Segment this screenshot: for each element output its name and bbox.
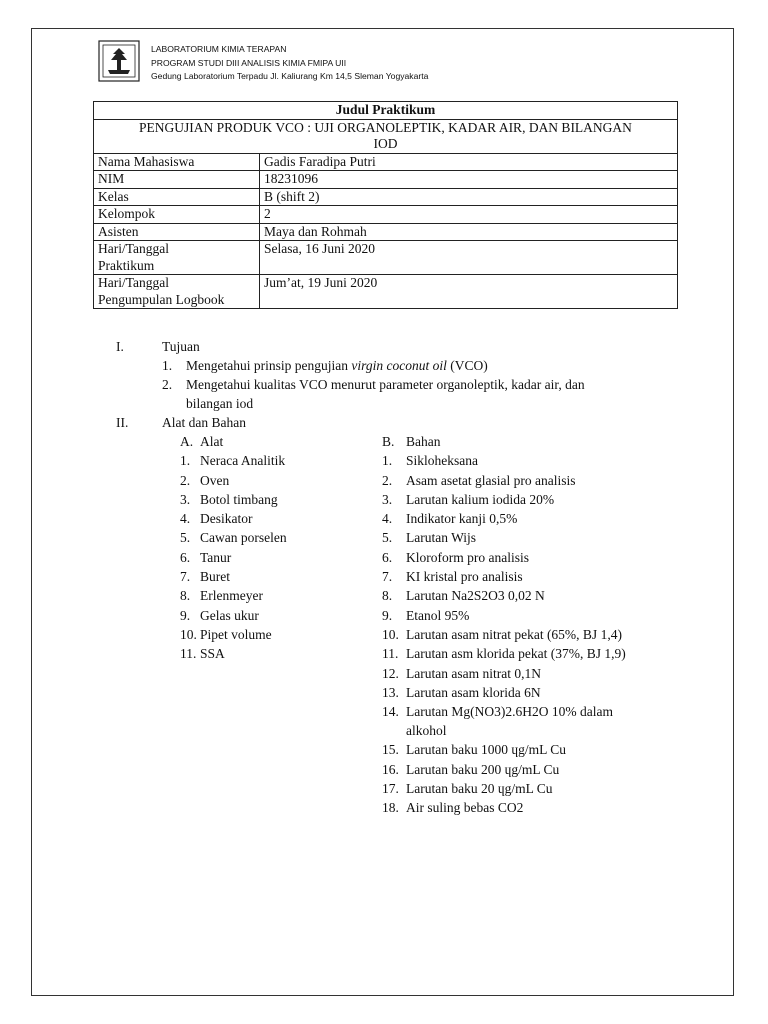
item-text: Pipet volume xyxy=(200,627,272,642)
item-number: 1. xyxy=(162,358,173,373)
item-text: Tanur xyxy=(200,550,232,565)
row-label: Kelompok xyxy=(94,206,260,224)
heading-letter: B. xyxy=(382,434,395,449)
list-item xyxy=(382,606,469,625)
item-number: 2. xyxy=(162,377,173,392)
row-label-line-1: Hari/Tanggal xyxy=(98,241,170,256)
row-label: Kelas xyxy=(94,188,260,206)
item-text: Larutan Na2S2O3 0,02 N xyxy=(406,588,545,603)
table-row xyxy=(94,275,678,309)
item-text: Larutan Mg(NO3)2.6H2O 10% dalam xyxy=(406,704,613,719)
list-item xyxy=(180,509,252,528)
item-text-continued: alkohol xyxy=(406,723,447,738)
list-item xyxy=(382,760,559,779)
item-number: 18. xyxy=(382,800,399,815)
item-text: Larutan asam nitrat 0,1N xyxy=(406,666,541,681)
item-text: Erlenmeyer xyxy=(200,588,263,603)
item-text: Larutan baku 1000 ɥg/mL Cu xyxy=(406,742,566,757)
table-row xyxy=(94,241,678,275)
list-item xyxy=(382,740,566,759)
item-text: Larutan asam klorida 6N xyxy=(406,685,541,700)
item-number: 13. xyxy=(382,685,399,700)
item-text: Larutan asm klorida pekat (37%, BJ 1,9) xyxy=(406,646,626,661)
subject-line-2: IOD xyxy=(373,136,398,151)
list-item xyxy=(180,586,263,605)
row-value: Maya dan Rohmah xyxy=(260,223,678,241)
item-text: Mengetahui kualitas VCO menurut parameter organoleptik, kadar air, dan xyxy=(186,377,585,392)
row-value: Jum’at, 19 Juni 2020 xyxy=(260,275,678,309)
heading-letter: A. xyxy=(180,434,194,449)
item-text: Sikloheksana xyxy=(406,453,478,468)
bahan-heading xyxy=(382,432,441,451)
item-number: 14. xyxy=(382,704,399,719)
row-label xyxy=(94,275,260,309)
list-item xyxy=(382,586,545,605)
item-number: 11. xyxy=(180,646,197,661)
row-value: 18231096 xyxy=(260,171,678,189)
item-number: 8. xyxy=(180,588,191,603)
alat-heading xyxy=(180,432,223,451)
item-text: KI kristal pro analisis xyxy=(406,569,523,584)
list-item xyxy=(382,644,626,663)
section-1-numeral: I. xyxy=(116,339,124,354)
item-text: Oven xyxy=(200,473,230,488)
lab-address: Gedung Laboratorium Terpadu Jl. Kaliurang Km 14,5 Sleman Yogyakarta xyxy=(151,71,429,81)
item-text-suffix: (VCO) xyxy=(446,358,488,373)
list-item xyxy=(382,471,575,490)
list-item xyxy=(162,375,585,394)
item-number: 6. xyxy=(382,550,393,565)
item-number: 16. xyxy=(382,762,399,777)
list-item xyxy=(382,528,476,547)
list-item xyxy=(382,548,529,567)
item-text: Larutan baku 200 ɥg/mL Cu xyxy=(406,762,560,777)
section-1-heading: Tujuan xyxy=(162,339,200,354)
item-number: 7. xyxy=(382,569,393,584)
item-text-continued: bilangan iod xyxy=(186,396,254,411)
item-emphasis: virgin coconut oil xyxy=(351,358,447,373)
table-row xyxy=(94,223,678,241)
item-text: Mengetahui prinsip pengujian xyxy=(186,358,352,373)
item-text: Larutan kalium iodida 20% xyxy=(406,492,555,507)
lab-name: LABORATORIUM KIMIA TERAPAN xyxy=(151,44,287,54)
list-item xyxy=(382,683,541,702)
list-item xyxy=(180,548,231,567)
table-row xyxy=(94,171,678,189)
row-label-line-2: Praktikum xyxy=(98,257,155,273)
list-item xyxy=(382,702,613,721)
item-number: 5. xyxy=(382,530,393,545)
item-number: 3. xyxy=(180,492,191,507)
subject-line-1: PENGUJIAN PRODUK VCO : UJI ORGANOLEPTIK, KADAR AIR, DAN BILANGAN xyxy=(139,119,632,135)
item-number: 10. xyxy=(180,627,197,642)
item-text: Desikator xyxy=(200,511,253,526)
list-item xyxy=(180,567,230,586)
item-text: Asam asetat glasial pro analisis xyxy=(406,473,576,488)
item-number: 10. xyxy=(382,627,399,642)
row-label xyxy=(94,241,260,275)
row-label: Nama Mahasiswa xyxy=(94,153,260,171)
item-number: 4. xyxy=(382,511,393,526)
row-value: 2 xyxy=(260,206,678,224)
item-number: 11. xyxy=(382,646,399,661)
item-number: 2. xyxy=(382,473,393,488)
item-number: 9. xyxy=(382,608,393,623)
list-item xyxy=(382,567,523,586)
list-item xyxy=(382,509,517,528)
item-number: 3. xyxy=(382,492,393,507)
practicum-info-table xyxy=(93,101,678,309)
item-number: 1. xyxy=(180,453,191,468)
item-number: 1. xyxy=(382,453,393,468)
list-item xyxy=(162,356,488,375)
university-seal-icon xyxy=(98,40,140,82)
item-number: 6. xyxy=(180,550,191,565)
item-text: Indikator kanji 0,5% xyxy=(406,511,518,526)
item-text: Neraca Analitik xyxy=(200,453,286,468)
list-item xyxy=(180,451,285,470)
list-item xyxy=(180,471,229,490)
item-text: SSA xyxy=(200,646,225,661)
section-2-numeral: II. xyxy=(116,415,129,430)
row-value: Gadis Faradipa Putri xyxy=(260,153,678,171)
item-text: Larutan asam nitrat pekat (65%, BJ 1,4) xyxy=(406,627,622,642)
item-text: Gelas ukur xyxy=(200,608,259,623)
row-label-line-1: Hari/Tanggal xyxy=(98,275,170,290)
item-text: Air suling bebas CO2 xyxy=(406,800,524,815)
list-item xyxy=(180,490,278,509)
table-row xyxy=(94,206,678,224)
section-2-heading: Alat dan Bahan xyxy=(162,415,246,430)
list-item xyxy=(382,490,554,509)
list-item xyxy=(180,644,225,663)
item-text: Buret xyxy=(200,569,230,584)
item-text: Kloroform pro analisis xyxy=(406,550,529,565)
item-text: Larutan Wijs xyxy=(406,530,477,545)
item-number: 5. xyxy=(180,530,191,545)
table-row xyxy=(94,188,678,206)
row-value: B (shift 2) xyxy=(260,188,678,206)
item-text: Larutan baku 20 ɥg/mL Cu xyxy=(406,781,553,796)
list-item xyxy=(180,606,259,625)
row-label: NIM xyxy=(94,171,260,189)
item-text: Cawan porselen xyxy=(200,530,287,545)
list-item xyxy=(382,451,478,470)
item-number: 9. xyxy=(180,608,191,623)
heading-title: Bahan xyxy=(406,434,441,449)
item-text: Etanol 95% xyxy=(406,608,470,623)
item-number: 12. xyxy=(382,666,399,681)
list-item xyxy=(382,625,622,644)
practicum-subject xyxy=(94,119,678,153)
list-item xyxy=(180,528,287,547)
item-number: 17. xyxy=(382,781,399,796)
item-number: 8. xyxy=(382,588,393,603)
row-label-line-2: Pengumpulan Logbook xyxy=(98,291,225,307)
list-item xyxy=(382,779,552,798)
list-item xyxy=(382,798,523,817)
table-row xyxy=(94,153,678,171)
row-label: Asisten xyxy=(94,223,260,241)
item-number: 2. xyxy=(180,473,191,488)
item-number: 7. xyxy=(180,569,191,584)
list-item xyxy=(180,625,272,644)
table-title: Judul Praktikum xyxy=(94,102,678,120)
item-number: 15. xyxy=(382,742,399,757)
heading-title: Alat xyxy=(200,434,224,449)
list-item xyxy=(382,664,541,683)
item-number: 4. xyxy=(180,511,191,526)
row-value: Selasa, 16 Juni 2020 xyxy=(260,241,678,275)
program-name: PROGRAM STUDI DIII ANALISIS KIMIA FMIPA UII xyxy=(151,57,347,68)
item-text: Botol timbang xyxy=(200,492,278,507)
